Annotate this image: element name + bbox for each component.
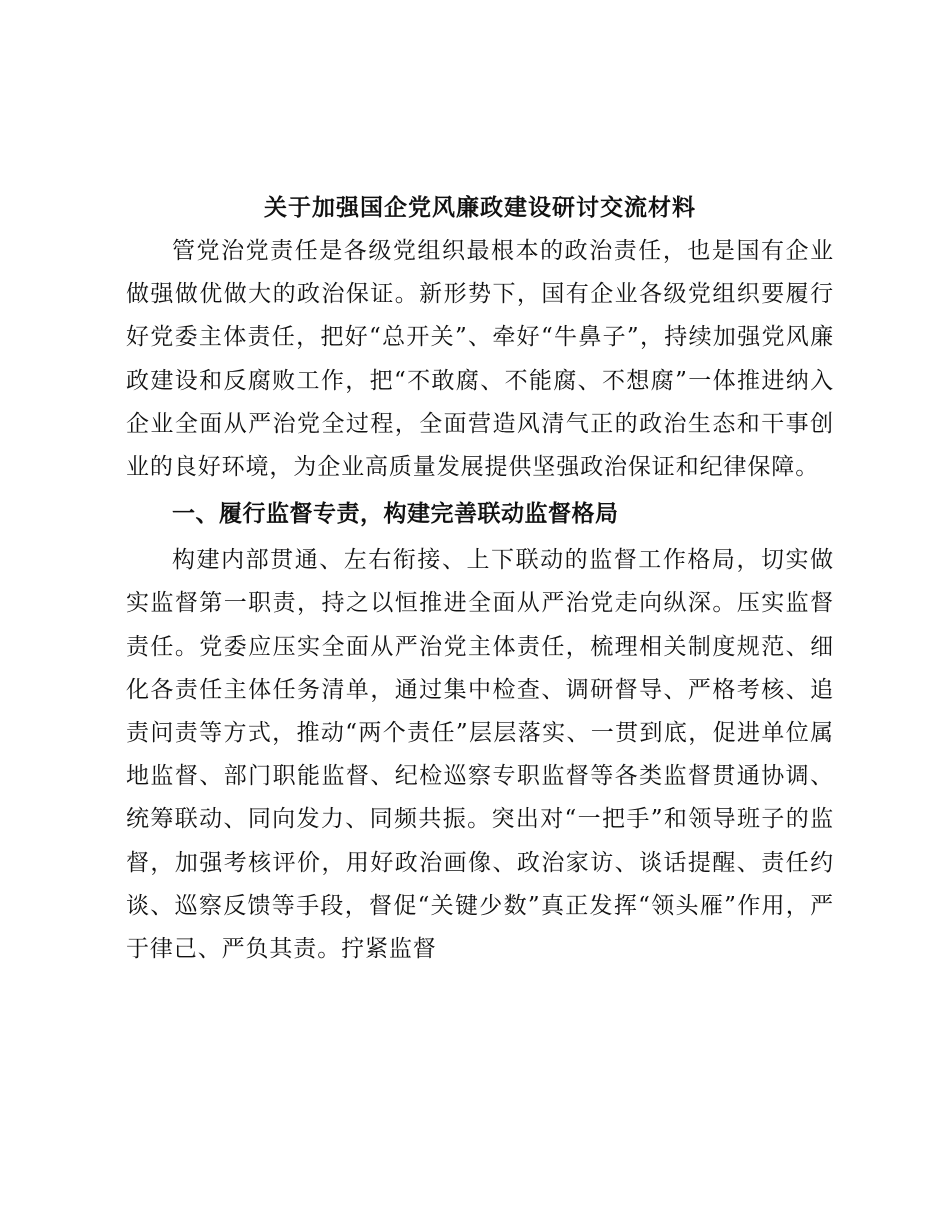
document-body [126, 186, 834, 971]
intro-paragraph: 管党治党责任是各级党组织最根本的政治责任，也是国有企业做强做优做大的政治保证。新形势下，国有企业各级党组织要履行好党委主体责任，把好“总开关”、牵好“牛鼻子”，持续加强党风廉政建设和反腐败工作，把“不敢腐、不能腐、不想腐”一体推进纳入企业全面从严治党全过程，全面营造风清气正的政治生态和干事创业的良好环境，为企业高质量发展提供坚强政治保证和纪律保障。 [126, 238, 834, 481]
document-title: 关于加强国企党风廉政建设研讨交流材料 [264, 194, 696, 221]
section-1-heading: 一、履行监督专责，构建完善联动监督格局 [172, 501, 619, 528]
section-1-paragraph: 构建内部贯通、左右衔接、上下联动的监督工作格局，切实做实监督第一职责，持之以恒推进全面从严治党走向纵深。压实监督责任。党委应压实全面从严治党主体责任，梳理相关制度规范、细化各责任主体任务清单，通过集中检查、调研督导、严格考核、追责问责等方式，推动“两个责任”层层落实、一贯到底，促进单位属地监督、部门职能监督、纪检巡察专职监督等各类监督贯通协调、统筹联动、同向发力、同频共振。突出对“一把手”和领导班子的监督，加强考核评价，用好政治画像、政治家访、谈话提醒、责任约谈、巡察反馈等手段，督促“关键少数”真正发挥“领头雁”作用，严于律己、严负其责。拧紧监督 [126, 547, 834, 963]
